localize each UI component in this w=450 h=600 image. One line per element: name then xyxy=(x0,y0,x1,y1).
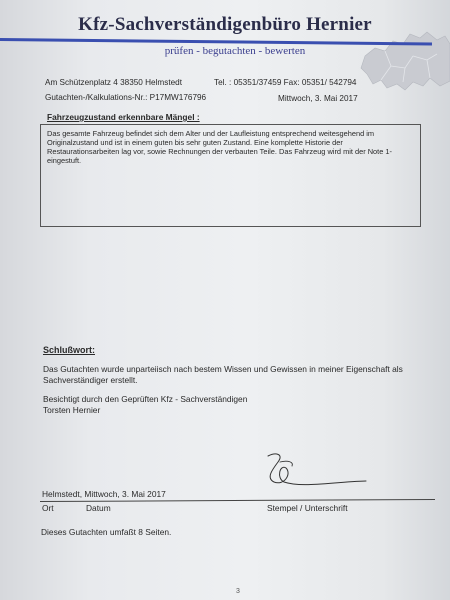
signature-graphic xyxy=(262,448,372,493)
company-title: Kfz-Sachverständigenbüro Hernier xyxy=(78,14,372,35)
inspector-line: Besichtigt durch den Geprüften Kfz - Sachverständigen xyxy=(43,394,248,404)
report-number-text: Gutachten-/Kalkulations-Nr.: P17MW176796 xyxy=(45,93,207,102)
condition-line: eingestuft. xyxy=(47,156,82,165)
condition-line: Restaurationsarbeiten lag vor, sowie Rechnungen der verbauten Teile. Das Fahrzeug wird mit der Note 1- xyxy=(47,147,392,156)
label-place: Ort xyxy=(42,503,54,513)
place-date-text: Helmstedt, Mittwoch, 3. Mai 2017 xyxy=(42,489,166,499)
conclusion-heading: Schlußwort: xyxy=(43,345,95,355)
inspector-name: Torsten Hernier xyxy=(43,405,101,415)
europe-map-graphic xyxy=(355,26,450,96)
condition-box xyxy=(40,124,421,227)
condition-heading: Fahrzeugzustand erkennbare Mängel : xyxy=(47,112,200,122)
address-text: Am Schützenplatz 4 38350 Helmstedt xyxy=(45,78,182,87)
label-stamp-signature: Stempel / Unterschrift xyxy=(267,503,348,513)
pages-note: Dieses Gutachten umfaßt 8 Seiten. xyxy=(41,527,172,537)
label-date: Datum xyxy=(86,503,111,513)
phone-fax-text: Tel. : 05351/37459 Fax: 05351/ 542794 xyxy=(214,78,357,87)
condition-line: Das gesamte Fahrzeug befindet sich dem Alter und der Laufleistung entsprechend weitesgehend im xyxy=(47,129,375,138)
conclusion-line: Das Gutachten wurde unparteiisch nach bestem Wissen und Gewissen in meiner Eigenschaft als xyxy=(43,364,403,374)
condition-line: Originalzustand und ist in einem guten bis sehr guten Zustand. Eine komplette Historie der xyxy=(47,138,343,147)
report-date-text: Mittwoch, 3. Mai 2017 xyxy=(278,94,358,103)
signature-line xyxy=(40,499,435,502)
company-tagline: prüfen - begutachten - bewerten xyxy=(164,45,306,57)
conclusion-line: Sachverständiger erstellt. xyxy=(43,375,138,385)
page-number: 3 xyxy=(236,588,240,595)
